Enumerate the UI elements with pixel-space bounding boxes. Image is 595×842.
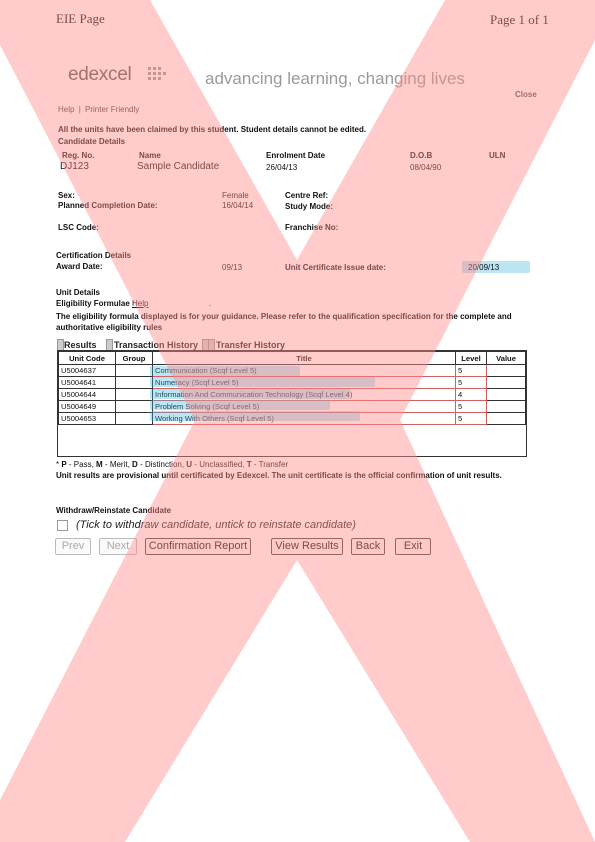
level-cell: 5 (456, 413, 487, 425)
level-cell: 5 (456, 401, 487, 413)
unit-code-cell: U5004641 (59, 377, 116, 389)
unit-details-title: Unit Details (56, 288, 101, 297)
printer-friendly-link[interactable]: Printer Friendly (85, 105, 140, 114)
group-cell (116, 401, 153, 413)
certificate-issue-label: Unit Certificate Issue date: (285, 263, 386, 272)
group-cell (116, 377, 153, 389)
help-link[interactable]: Help (58, 105, 75, 114)
row-highlight-mark (150, 366, 300, 376)
withdraw-title: Withdraw/Reinstate Candidate (56, 506, 172, 515)
column-header-value: Value (487, 352, 526, 365)
eligibility-formula-value: . (208, 299, 211, 308)
grade-legend (56, 460, 288, 469)
tab-results[interactable]: Results (64, 340, 97, 350)
certification-details-title: Certification Details (56, 251, 132, 260)
provisional-note: Unit results are provisional until certificated by Edexcel. The unit certificate is the official confirmation of unit results. (56, 471, 502, 480)
exit-button[interactable]: Exit (395, 538, 431, 555)
row-highlight-mark (150, 389, 350, 399)
title-cell: Problem Solving (Scqf Level 5) (153, 401, 456, 413)
title-cell: Information And Communication Technology (Scqf Level 4) (153, 389, 456, 401)
logo-dots-icon (148, 67, 166, 83)
value-cell (487, 389, 526, 401)
next-button[interactable]: Next (99, 538, 137, 555)
separator: | (78, 105, 81, 114)
title-cell: Working With Others (Scqf Level 5) (153, 413, 456, 425)
withdraw-checkbox[interactable] (57, 520, 68, 531)
level-cell: 5 (456, 365, 487, 377)
name-value: Sample Candidate (137, 161, 220, 172)
award-date-value: 09/13 (222, 263, 243, 272)
study-mode-label: Study Mode: (285, 202, 333, 211)
award-date-label: Award Date: (56, 262, 103, 271)
value-cell (487, 377, 526, 389)
column-header-level: Level (456, 352, 487, 365)
uln-label: ULN (489, 151, 506, 160)
eligibility-help-link[interactable]: Help (132, 299, 149, 308)
legend-part: - Pass, (66, 460, 97, 469)
column-header-title: Title (153, 352, 456, 365)
tab-transaction-history[interactable]: Transaction History (114, 340, 199, 350)
legend-part: T (246, 460, 252, 469)
legend-part: * (56, 460, 62, 469)
name-label: Name (139, 151, 161, 160)
enrolment-date-label: Enrolment Date (266, 151, 326, 160)
column-header-group: Group (116, 352, 153, 365)
group-cell (116, 413, 153, 425)
page-header-left: EIE Page (56, 11, 105, 26)
certificate-issue-value: 20/09/13 (468, 263, 500, 272)
unit-code-cell: U5004637 (59, 365, 116, 377)
claimed-notice: All the units have been claimed by this student. Student details cannot be edited. (58, 125, 367, 134)
enrolment-date-value: 26/04/13 (266, 163, 298, 172)
unit-code-cell: U5004653 (59, 413, 116, 425)
legend-part: - Transfer (251, 460, 289, 469)
eligibility-formulae-label: Eligibility Formulae (56, 299, 130, 308)
legend-part: M (96, 460, 103, 469)
row-highlight-mark (150, 377, 375, 387)
title-cell: Communication (Scqf Level 5) (153, 365, 456, 377)
legend-part: D (132, 460, 138, 469)
group-cell (116, 365, 153, 377)
level-cell: 5 (456, 377, 487, 389)
franchise-label: Franchise No: (285, 223, 339, 232)
level-cell: 4 (456, 389, 487, 401)
group-cell (116, 389, 153, 401)
unit-code-cell: U5004644 (59, 389, 116, 401)
centre-ref-label: Centre Ref: (285, 191, 329, 200)
candidate-details-title: Candidate Details (58, 137, 126, 146)
back-button[interactable]: Back (351, 538, 385, 555)
tagline: advancing learning, changing lives (205, 69, 465, 88)
tab-transfer-history[interactable]: Transfer History (216, 340, 286, 350)
close-link[interactable]: Close (515, 90, 537, 99)
lsc-code-label: LSC Code: (58, 223, 99, 232)
value-cell (487, 413, 526, 425)
legend-part: P (61, 460, 67, 469)
legend-part: - Unclassified, (192, 460, 247, 469)
edexcel-logo: edexcel (68, 64, 132, 85)
value-cell (487, 365, 526, 377)
row-highlight-mark (150, 411, 360, 421)
reg-no-value: DJ123 (60, 161, 89, 172)
sex-label: Sex: (58, 191, 75, 200)
table-empty-area (59, 425, 526, 456)
column-header-unit-code: Unit Code (59, 352, 116, 365)
planned-completion-label: Planned Completion Date: (58, 201, 158, 210)
page-number: Page 1 of 1 (490, 12, 549, 27)
reg-no-label: Reg. No. (62, 151, 95, 160)
legend-part: U (186, 460, 193, 469)
prev-button[interactable]: Prev (55, 538, 91, 555)
unit-code-cell: U5004649 (59, 401, 116, 413)
view-results-button[interactable]: View Results (271, 538, 343, 555)
title-cell: Numeracy (Scqf Level 5) (153, 377, 456, 389)
dob-value: 08/04/90 (410, 163, 442, 172)
legend-part: - Merit, (102, 460, 133, 469)
confirmation-report-button[interactable]: Confirmation Report (145, 538, 251, 555)
sex-value: Female (222, 191, 249, 200)
eligibility-note: The eligibility formula displayed is for your guidance. Please refer to the qualification specification for the complete and authoritative eligibility rules (56, 312, 512, 332)
planned-completion-value: 16/04/14 (222, 201, 254, 210)
dob-label: D.O.B (410, 151, 433, 160)
row-highlight-mark (150, 400, 330, 410)
value-cell (487, 401, 526, 413)
withdraw-checkbox-label: (Tick to withdraw candidate, untick to reinstate candidate) (76, 519, 356, 531)
legend-part: - Distinction, (137, 460, 187, 469)
